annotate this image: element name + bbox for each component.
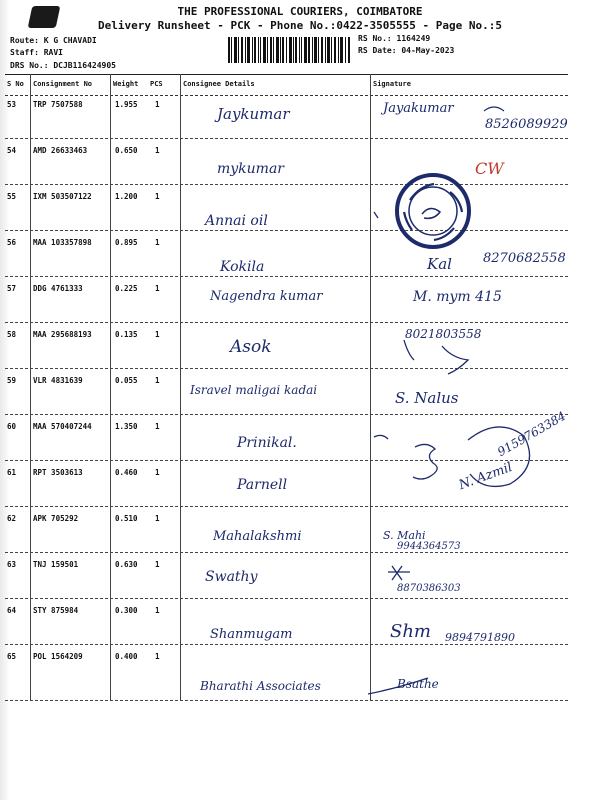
row-weight: 0.650 <box>115 146 138 155</box>
row-pcs: 1 <box>155 146 160 155</box>
row-consignment: MAA 103357898 <box>33 238 92 247</box>
table-row <box>5 141 568 185</box>
row-weight: 0.895 <box>115 238 138 247</box>
rs-date: RS Date: 04-May-2023 <box>358 46 455 55</box>
rs-number: RS No.: 1164249 <box>358 34 431 43</box>
col-consignment: Consignment No <box>33 80 93 88</box>
row-weight: 0.225 <box>115 284 138 293</box>
row-pcs: 1 <box>155 606 160 615</box>
table-row <box>5 371 568 415</box>
table-row <box>5 187 568 231</box>
signature-handwriting: CW <box>475 159 504 178</box>
row-consignment: TNJ 159501 <box>33 560 79 569</box>
row-sno: 61 <box>7 468 17 477</box>
signature-handwriting: Bsathe <box>397 677 439 691</box>
barcode <box>228 37 350 63</box>
row-sno: 58 <box>7 330 17 339</box>
consignee-handwriting: Isravel maligai kadai <box>190 383 318 397</box>
row-sno: 57 <box>7 284 17 293</box>
consignee-handwriting: Annai oil <box>205 213 268 229</box>
row-weight: 0.135 <box>115 330 138 339</box>
drs-number: DRS No.: DCJB116424905 <box>10 61 116 70</box>
row-pcs: 1 <box>155 192 160 201</box>
row-sno: 54 <box>7 146 17 155</box>
row-weight: 0.400 <box>115 652 138 661</box>
phone-handwriting: 8021803558 <box>405 327 482 341</box>
row-consignment: IXM 503507122 <box>33 192 92 201</box>
row-sno: 53 <box>7 100 17 109</box>
row-consignment: MAA 570407244 <box>33 422 92 431</box>
row-weight: 1.955 <box>115 100 138 109</box>
row-weight: 1.350 <box>115 422 138 431</box>
phone-handwriting: 9159763384 <box>495 408 569 460</box>
row-consignment: STY 875984 <box>33 606 79 615</box>
signature-handwriting: Kal <box>427 255 452 273</box>
table-row <box>5 647 568 701</box>
consignee-handwriting: Mahalakshmi <box>213 529 302 544</box>
row-pcs: 1 <box>155 376 160 385</box>
consignee-handwriting: Jaykumar <box>217 105 290 123</box>
row-sno: 65 <box>7 652 17 661</box>
consignee-handwriting: Prinikal. <box>237 435 297 451</box>
row-sno: 64 <box>7 606 17 615</box>
row-consignment: MAA 295688193 <box>33 330 92 339</box>
table-row <box>5 408 569 461</box>
row-pcs: 1 <box>155 560 160 569</box>
table-header <box>5 74 568 96</box>
page-title: THE PROFESSIONAL COURIERS, COIMBATORE <box>177 5 423 18</box>
row-consignment: TRP 7507588 <box>33 100 83 109</box>
phone-handwriting: 8870386303 <box>397 583 461 594</box>
consignee-handwriting: Bharathi Associates <box>200 679 321 693</box>
signature-handwriting: S. Mahi <box>383 529 426 542</box>
row-consignment: AMD 26633463 <box>33 146 88 155</box>
row-weight: 0.460 <box>115 468 138 477</box>
table-row <box>5 279 568 323</box>
consignee-handwriting: Swathy <box>205 569 258 585</box>
row-weight: 0.630 <box>115 560 138 569</box>
row-pcs: 1 <box>155 652 160 661</box>
delivery-stamp-seal <box>392 170 474 252</box>
row-consignment: POL 1564209 <box>33 652 83 661</box>
page-subtitle: Delivery Runsheet - PCK - Phone No.:0422-3505555 - Page No.:5 <box>98 19 502 32</box>
row-pcs: 1 <box>155 100 160 109</box>
row-pcs: 1 <box>155 330 160 339</box>
row-consignment: VLR 4831639 <box>33 376 83 385</box>
row-pcs: 1 <box>155 284 160 293</box>
row-sno: 60 <box>7 422 17 431</box>
table-row <box>5 459 568 507</box>
col-pcs: PCS <box>150 80 163 88</box>
signature-handwriting: Jayakumar <box>383 101 454 116</box>
consignee-handwriting: mykumar <box>217 161 284 177</box>
phone-handwriting: 8526089929 <box>485 117 568 132</box>
row-weight: 0.510 <box>115 514 138 523</box>
row-sno: 59 <box>7 376 17 385</box>
row-weight: 0.055 <box>115 376 138 385</box>
row-consignment: RPT 3503613 <box>33 468 83 477</box>
col-sno: S No <box>7 80 24 88</box>
consignee-handwriting: Shanmugam <box>210 627 293 642</box>
consignee-handwriting: Asok <box>230 337 272 357</box>
table-row <box>5 233 568 277</box>
phone-handwriting: 8270682558 <box>483 251 566 266</box>
row-sno: 56 <box>7 238 17 247</box>
col-signature: Signature <box>373 80 411 88</box>
table-row <box>5 601 568 645</box>
consignee-handwriting: Kokila <box>220 259 265 275</box>
row-weight: 0.300 <box>115 606 138 615</box>
route-label: Route: K G CHAVADI <box>10 36 97 45</box>
consignee-handwriting: Nagendra kumar <box>210 289 323 304</box>
table-row <box>5 555 568 599</box>
row-weight: 1.200 <box>115 192 138 201</box>
row-consignment: DDG 4761333 <box>33 284 83 293</box>
signature-handwriting: M. mym 415 <box>413 289 502 305</box>
row-sno: 62 <box>7 514 17 523</box>
row-sno: 63 <box>7 560 17 569</box>
row-pcs: 1 <box>155 468 160 477</box>
staff-label: Staff: RAVI <box>10 48 63 57</box>
row-consignment: APK 705292 <box>33 514 79 523</box>
consignee-handwriting: Parnell <box>237 477 288 493</box>
table-row <box>5 325 568 369</box>
table-row <box>5 509 568 553</box>
col-weight: Weight <box>113 80 139 88</box>
signature-handwriting: N. Azmil <box>457 459 515 494</box>
row-sno: 55 <box>7 192 17 201</box>
col-consignee: Consignee Details <box>183 80 255 88</box>
phone-handwriting: 9894791890 <box>445 631 515 644</box>
signature-handwriting: S. Nalus <box>395 389 459 407</box>
row-pcs: 1 <box>155 238 160 247</box>
phone-handwriting: 9944364573 <box>397 541 461 552</box>
row-pcs: 1 <box>155 422 160 431</box>
row-pcs: 1 <box>155 514 160 523</box>
table-row <box>5 95 568 139</box>
signature-handwriting: Shm <box>390 621 431 642</box>
